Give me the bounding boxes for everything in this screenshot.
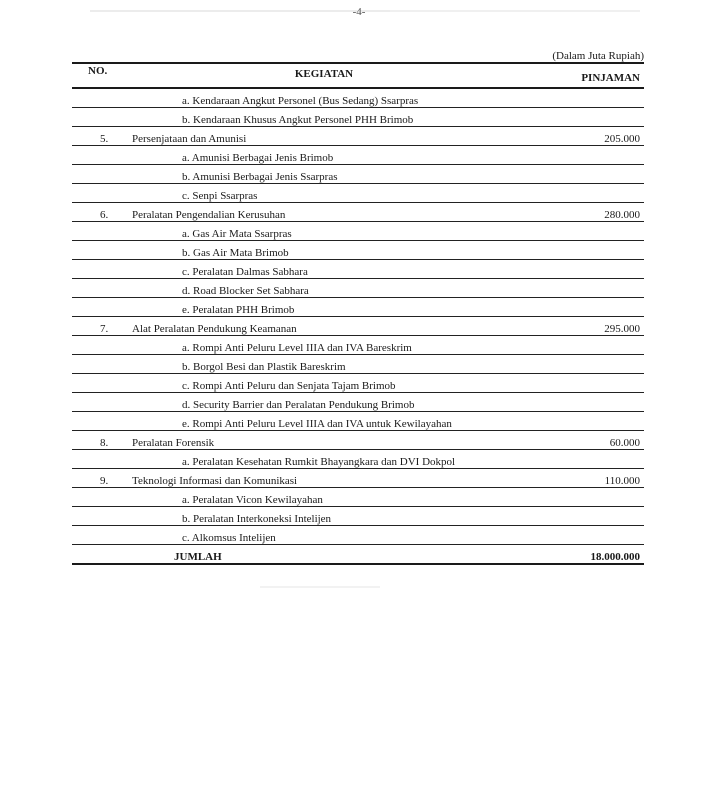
row-pinjaman — [520, 108, 644, 127]
table-row-category — [72, 469, 644, 488]
header-pinjaman: PINJAMAN — [520, 63, 644, 88]
row-pinjaman: 60.000 — [520, 431, 644, 450]
row-number: 6. — [72, 203, 128, 222]
row-kegiatan: b. Borgol Besi dan Plastik Bareskrim — [128, 355, 520, 374]
table-row-category — [72, 203, 644, 222]
row-pinjaman — [520, 298, 644, 317]
row-kegiatan: b. Peralatan Interkoneksi Intelijen — [128, 507, 520, 526]
row-kegiatan: e. Rompi Anti Peluru Level IIIA dan IVA untuk Kewilayahan — [128, 412, 520, 431]
header-kegiatan: KEGIATAN — [128, 63, 520, 88]
row-kegiatan: c. Senpi Ssarpras — [128, 184, 520, 203]
row-pinjaman — [520, 450, 644, 469]
row-kegiatan: a. Rompi Anti Peluru Level IIIA dan IVA Bareskrim — [128, 336, 520, 355]
row-pinjaman — [520, 279, 644, 298]
table-row-item — [72, 488, 644, 507]
table-row-item — [72, 241, 644, 260]
row-kegiatan: a. Amunisi Berbagai Jenis Brimob — [128, 146, 520, 165]
row-pinjaman — [520, 412, 644, 431]
row-number — [72, 488, 128, 507]
table-row-item — [72, 165, 644, 184]
row-number — [72, 165, 128, 184]
row-pinjaman — [520, 241, 644, 260]
row-pinjaman: 205.000 — [520, 127, 644, 146]
row-kegiatan: d. Road Blocker Set Sabhara — [128, 279, 520, 298]
row-number — [72, 108, 128, 127]
row-pinjaman — [520, 222, 644, 241]
loan-table — [72, 62, 644, 565]
row-number — [72, 507, 128, 526]
row-pinjaman — [520, 507, 644, 526]
loan-table-container — [72, 62, 644, 565]
table-row-item — [72, 393, 644, 412]
row-number — [72, 526, 128, 545]
table-row-category — [72, 317, 644, 336]
table-row-item — [72, 526, 644, 545]
table-body — [72, 88, 644, 564]
row-number: 8. — [72, 431, 128, 450]
table-row-item — [72, 298, 644, 317]
row-kegiatan: e. Peralatan PHH Brimob — [128, 298, 520, 317]
row-kegiatan: Peralatan Forensik — [128, 431, 520, 450]
table-row-item — [72, 355, 644, 374]
total-row — [72, 545, 644, 565]
row-kegiatan: Alat Peralatan Pendukung Keamanan — [128, 317, 520, 336]
row-number — [72, 412, 128, 431]
row-number — [72, 184, 128, 203]
row-kegiatan: Peralatan Pengendalian Kerusuhan — [128, 203, 520, 222]
row-kegiatan: a. Gas Air Mata Ssarpras — [128, 222, 520, 241]
total-no — [72, 545, 128, 565]
table-row-category — [72, 431, 644, 450]
row-pinjaman — [520, 165, 644, 184]
table-row-item — [72, 146, 644, 165]
row-pinjaman — [520, 146, 644, 165]
row-number — [72, 393, 128, 412]
row-number — [72, 336, 128, 355]
row-kegiatan: b. Gas Air Mata Brimob — [128, 241, 520, 260]
row-pinjaman — [520, 88, 644, 108]
row-pinjaman — [520, 355, 644, 374]
row-number — [72, 146, 128, 165]
page-number: -4- — [352, 6, 366, 18]
row-kegiatan: d. Security Barrier dan Peralatan Pendukung Brimob — [128, 393, 520, 412]
table-row-item — [72, 184, 644, 203]
table-row-category — [72, 127, 644, 146]
table-row-item — [72, 450, 644, 469]
row-pinjaman — [520, 336, 644, 355]
row-kegiatan: c. Peralatan Dalmas Sabhara — [128, 260, 520, 279]
table-row-item — [72, 222, 644, 241]
row-number — [72, 241, 128, 260]
row-number: 5. — [72, 127, 128, 146]
row-pinjaman — [520, 526, 644, 545]
row-number: 7. — [72, 317, 128, 336]
row-pinjaman: 280.000 — [520, 203, 644, 222]
row-kegiatan: Teknologi Informasi dan Komunikasi — [128, 469, 520, 488]
header-no: NO. — [72, 63, 128, 88]
total-label: JUMLAH — [128, 545, 520, 565]
row-number — [72, 279, 128, 298]
row-pinjaman — [520, 260, 644, 279]
table-header — [72, 63, 644, 88]
table-row-item — [72, 279, 644, 298]
row-kegiatan: b. Amunisi Berbagai Jenis Ssarpras — [128, 165, 520, 184]
row-kegiatan: Persenjataan dan Amunisi — [128, 127, 520, 146]
row-number — [72, 450, 128, 469]
row-kegiatan: c. Alkomsus Intelijen — [128, 526, 520, 545]
row-number — [72, 298, 128, 317]
row-pinjaman — [520, 374, 644, 393]
row-pinjaman — [520, 393, 644, 412]
row-kegiatan: b. Kendaraan Khusus Angkut Personel PHH Brimob — [128, 108, 520, 127]
row-kegiatan: a. Peralatan Kesehatan Rumkit Bhayangkara dan DVI Dokpol — [128, 450, 520, 469]
row-pinjaman — [520, 488, 644, 507]
total-value: 18.000.000 — [520, 545, 644, 565]
header-row — [72, 63, 644, 88]
table-row-item — [72, 412, 644, 431]
row-number — [72, 374, 128, 393]
table-row-item — [72, 108, 644, 127]
table-row-item — [72, 374, 644, 393]
table-row-item — [72, 88, 644, 108]
table-row-item — [72, 507, 644, 526]
table-row-item — [72, 336, 644, 355]
row-number — [72, 355, 128, 374]
row-kegiatan: a. Peralatan Vicon Kewilayahan — [128, 488, 520, 507]
row-number — [72, 222, 128, 241]
unit-note: (Dalam Juta Rupiah) — [552, 50, 644, 62]
row-number — [72, 88, 128, 108]
row-kegiatan: c. Rompi Anti Peluru dan Senjata Tajam Brimob — [128, 374, 520, 393]
row-pinjaman: 110.000 — [520, 469, 644, 488]
row-kegiatan: a. Kendaraan Angkut Personel (Bus Sedang) Ssarpras — [128, 88, 520, 108]
row-number: 9. — [72, 469, 128, 488]
row-number — [72, 260, 128, 279]
table-row-item — [72, 260, 644, 279]
row-pinjaman — [520, 184, 644, 203]
scan-artifact — [260, 586, 380, 588]
row-pinjaman: 295.000 — [520, 317, 644, 336]
